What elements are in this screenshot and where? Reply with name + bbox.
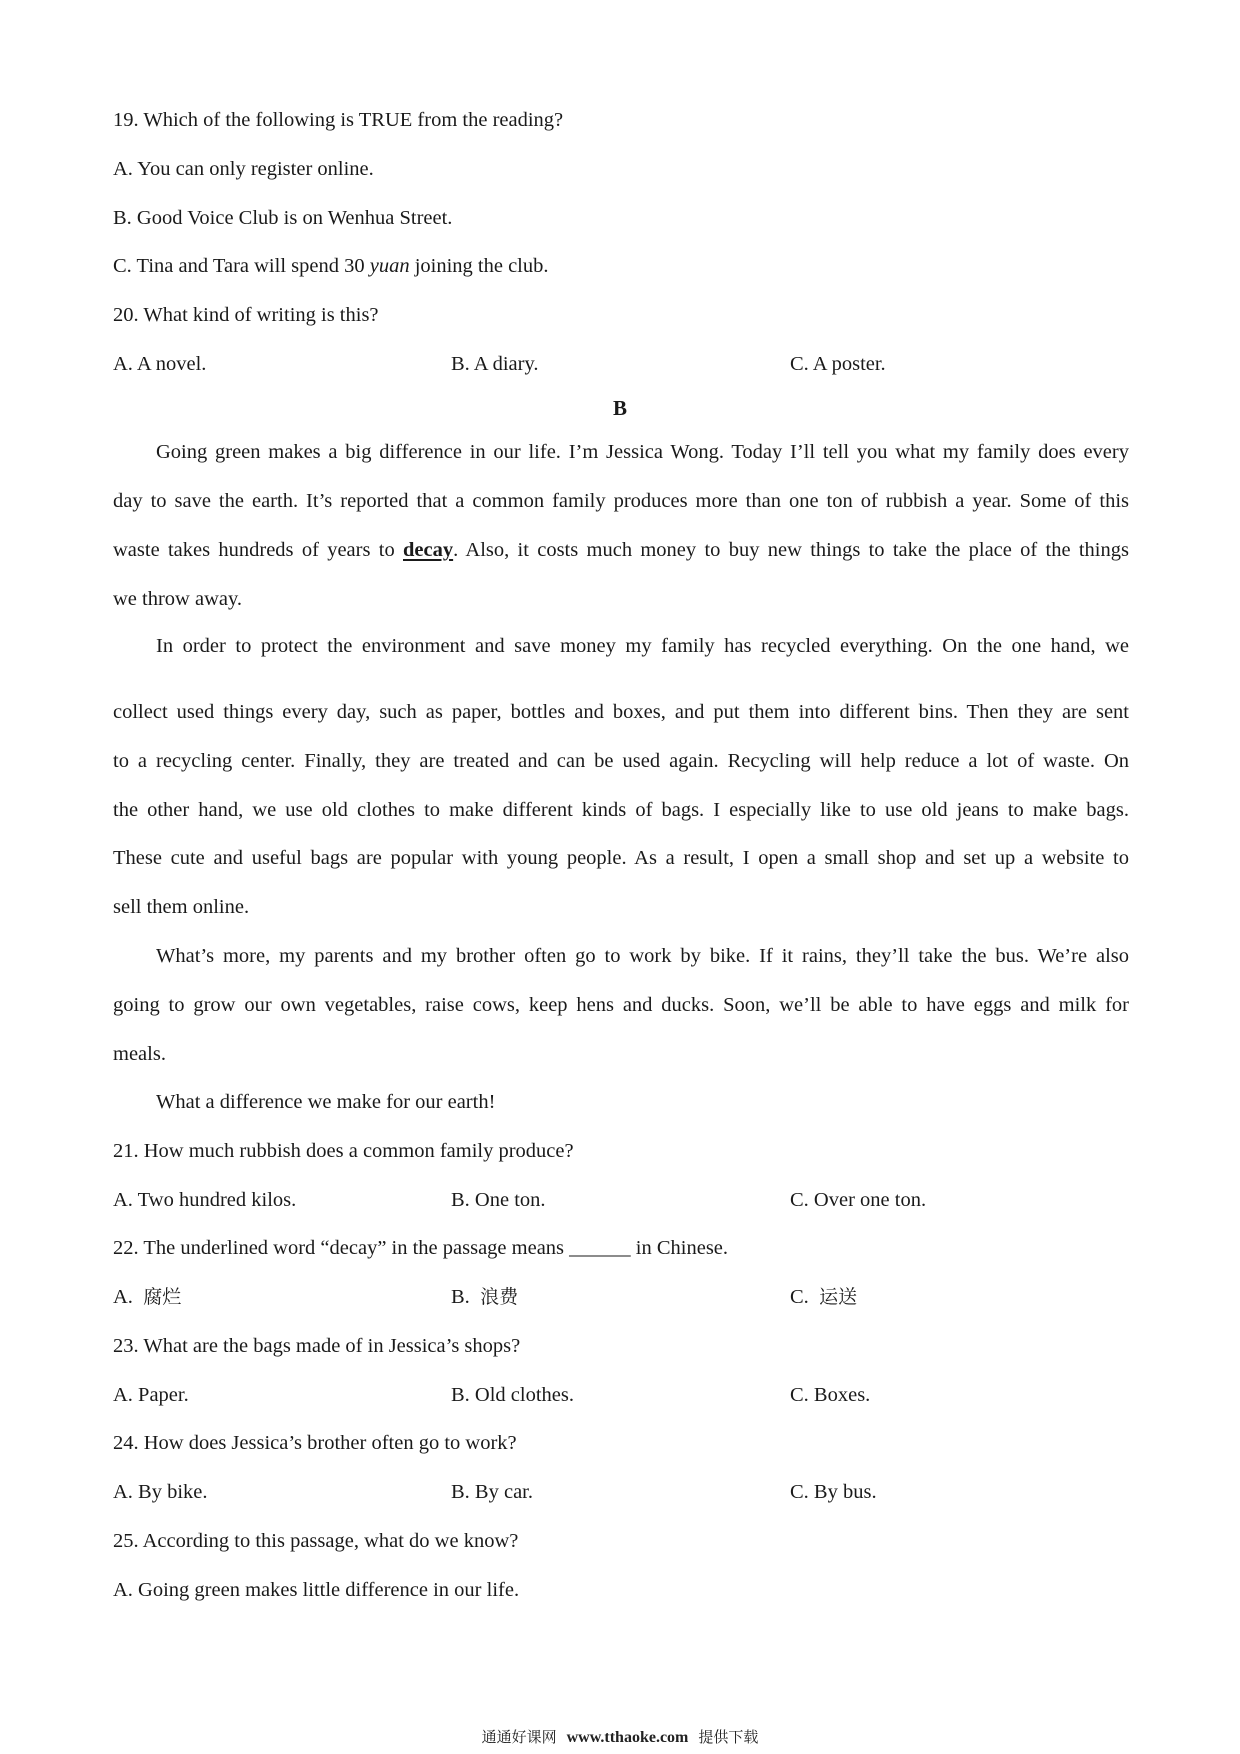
passage-p4-line1: What a difference we make for our earth! — [156, 1091, 496, 1113]
q22-stem: 22. The underlined word “decay” in the passage means ______ in Chinese. — [113, 1237, 729, 1259]
q19-option-c-post: joining the club. — [409, 255, 549, 277]
q19-option-b: B. Good Voice Club is on Wenhua Street. — [113, 207, 453, 229]
passage-p3-line3: meals. — [113, 1043, 166, 1065]
passage-p1-line2: day to save the earth. It’s reported that a common family produces more than one ton of rubbish a year. Some of this — [113, 490, 1129, 512]
q24-option-b: B. By car. — [451, 1481, 533, 1503]
q19-option-c — [113, 253, 549, 279]
section-b-title: B — [612, 396, 627, 420]
underlined-word-decay: decay — [403, 539, 454, 561]
footer-download-text: 提供下载 — [698, 1728, 759, 1746]
passage-p1-line4: we throw away. — [113, 588, 243, 610]
q20-option-c: C. A poster. — [790, 353, 886, 375]
q21-option-c: C. Over one ton. — [790, 1189, 927, 1211]
q22-option-b-letter: B. — [451, 1286, 470, 1308]
passage-p1-line1: Going green makes a big difference in our life. I’m Jessica Wong. Today I’ll tell you what my family does every — [156, 441, 1129, 463]
passage-p2-line4: the other hand, we use old clothes to make different kinds of bags. I especially like to use old jeans to make bags. — [113, 799, 1129, 821]
q24-option-a: A. By bike. — [113, 1481, 208, 1503]
q21-option-a: A. Two hundred kilos. — [113, 1189, 297, 1211]
q20-stem: 20. What kind of writing is this? — [113, 304, 379, 326]
passage-p1-line3-pre: waste takes hundreds of years to — [113, 539, 403, 561]
q24-option-c: C. By bus. — [790, 1481, 877, 1503]
q23-option-a: A. Paper. — [113, 1384, 189, 1406]
passage-p2-line5: These cute and useful bags are popular with young people. As a result, I open a small shop and set up a website to — [113, 847, 1129, 869]
q25-option-a: A. Going green makes little difference in our life. — [113, 1579, 520, 1601]
q22-option-c — [790, 1284, 857, 1310]
q25-stem: 25. According to this passage, what do we know? — [113, 1530, 519, 1552]
passage-p2-line1: In order to protect the environment and save money my family has recycled everything. On the one hand, we — [156, 635, 1129, 657]
passage-p1-line3 — [113, 537, 1129, 563]
q19-option-a: A. You can only register online. — [113, 158, 374, 180]
q22-option-b — [451, 1284, 518, 1310]
q22-option-a-letter: A. — [113, 1286, 133, 1308]
passage-p2-line2: collect used things every day, such as paper, bottles and boxes, and put them into different bins. Then they are sent — [113, 701, 1129, 723]
q23-stem: 23. What are the bags made of in Jessica’s shops? — [113, 1335, 521, 1357]
q23-option-b: B. Old clothes. — [451, 1384, 574, 1406]
passage-p2-line3: to a recycling center. Finally, they are treated and can be used again. Recycling will help reduce a lot of waste. On — [113, 750, 1129, 772]
passage-p3-line2: going to grow our own vegetables, raise cows, keep hens and ducks. Soon, we’ll be able to have eggs and milk for — [113, 994, 1129, 1016]
q21-stem: 21. How much rubbish does a common family produce? — [113, 1140, 574, 1162]
q23-option-c: C. Boxes. — [790, 1384, 871, 1406]
page-footer — [0, 1727, 1240, 1748]
q24-stem: 24. How does Jessica’s brother often go to work? — [113, 1432, 517, 1454]
q19-option-c-italic: yuan — [369, 255, 410, 277]
q20-option-a: A. A novel. — [113, 353, 207, 375]
passage-p2-line6: sell them online. — [113, 896, 250, 918]
footer-url-link[interactable]: www.tthaoke.com — [566, 1729, 689, 1746]
q20-option-b: B. A diary. — [451, 353, 539, 375]
q22-option-b-text: 浪费 — [480, 1286, 519, 1308]
q22-option-a-text: 腐烂 — [143, 1286, 182, 1308]
q22-option-c-letter: C. — [790, 1286, 809, 1308]
q22-option-c-text: 运送 — [819, 1286, 858, 1308]
q21-option-b: B. One ton. — [451, 1189, 546, 1211]
passage-p3-line1: What’s more, my parents and my brother often go to work by bike. If it rains, they’ll take the bus. We’re also — [156, 945, 1129, 967]
q19-option-c-pre: C. Tina and Tara will spend 30 — [113, 255, 370, 277]
footer-site-name: 通通好课网 — [481, 1728, 557, 1746]
q22-option-a — [113, 1284, 181, 1310]
passage-p1-line3-post: . Also, it costs much money to buy new things to take the place of the things — [453, 539, 1129, 561]
q19-stem: 19. Which of the following is TRUE from the reading? — [113, 109, 564, 131]
